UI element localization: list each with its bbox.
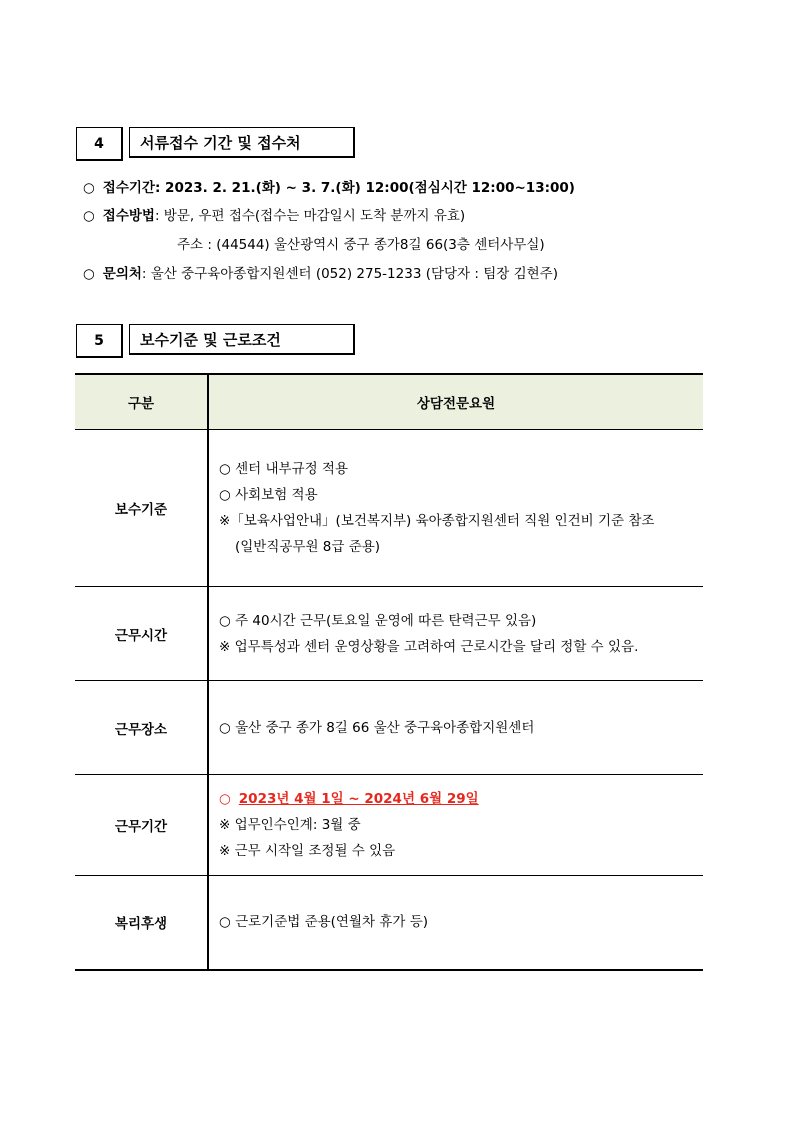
list-item: ○ 주 40시간 근무(토요일 운영에 따른 탄력근무 있음) — [219, 612, 537, 629]
period-dates: 2023년 4월 1일 ~ 2024년 6월 29일 — [238, 791, 479, 807]
conditions-table — [75, 373, 703, 971]
row-category-salary: 보수기준 — [75, 430, 208, 587]
list-item: ※ 업무인수인계: 3월 중 — [219, 817, 361, 833]
row-content-welfare — [208, 876, 703, 970]
inquiry-text: : 울산 중구육아종합지원센터 (052) 275-1233 (담당자 : 팀장 김현주) — [141, 266, 558, 282]
list-item: ※ 업무특성과 센터 운영상황을 고려하여 근로시간을 달리 정할 수 있음. — [219, 638, 639, 655]
header-content: 상담전문요원 — [208, 374, 703, 430]
address-text: 주소 : (44544) 울산광역시 중구 종가8길 66(3층 센터사무실) — [177, 237, 545, 253]
receipt-method-text: : 방문, 우편 접수(접수는 마감일시 도착 분까지 유효) — [154, 208, 466, 224]
inquiry-line — [83, 262, 558, 282]
circle-bullet: ○ — [219, 791, 231, 807]
row-content-location — [208, 681, 703, 775]
row-content-salary — [208, 430, 703, 587]
period-highlight — [219, 786, 702, 812]
receipt-period-text: : 2023. 2. 21.(화) ~ 3. 7.(화) 12:00(점심시간 12:00~13:00) — [154, 180, 575, 196]
list-item: ○ 사회보험 적용 — [219, 487, 318, 503]
table-row — [75, 876, 703, 970]
list-item: ○ 근로기준법 준용(연월차 휴가 등) — [219, 914, 429, 931]
row-category-location: 근무장소 — [75, 681, 208, 775]
table-row — [75, 775, 703, 876]
row-category-period: 근무기간 — [75, 775, 208, 876]
header-category: 구분 — [75, 374, 208, 430]
address-line — [177, 233, 545, 253]
section-5-number: 5 — [76, 324, 123, 358]
list-item: ※ 근무 시작일 조정될 수 있음 — [219, 843, 396, 859]
circle-bullet: ○ — [83, 208, 95, 224]
circle-bullet: ○ — [83, 180, 95, 196]
row-category-hours: 근무시간 — [75, 587, 208, 681]
row-content-period — [208, 775, 703, 876]
receipt-period-label: 접수기간 — [102, 180, 155, 196]
list-item: ※「보육사업안내」(보건복지부) 육아종합지원센터 직원 인건비 기준 참조 — [219, 513, 655, 529]
section-5-title: 보수기준 및 근로조건 — [129, 324, 355, 355]
list-item: (일반직공무원 8급 준용) — [235, 539, 381, 555]
section-4-number: 4 — [76, 127, 123, 161]
table-row — [75, 430, 703, 587]
section-4-header — [76, 127, 355, 160]
section-5-header — [76, 324, 355, 357]
section-4-title: 서류접수 기간 및 접수처 — [129, 127, 355, 158]
table-header-row — [75, 374, 703, 430]
row-content-hours — [208, 587, 703, 681]
table-row — [75, 587, 703, 681]
row-category-welfare: 복리후생 — [75, 876, 208, 970]
receipt-method-line — [83, 204, 465, 224]
list-item: ○ 센터 내부규정 적용 — [219, 461, 348, 477]
circle-bullet: ○ — [83, 266, 95, 282]
receipt-period-line — [83, 176, 575, 196]
receipt-method-label: 접수방법 — [102, 208, 155, 224]
inquiry-label: 문의처 — [102, 266, 142, 282]
list-item: ○ 울산 중구 종가 8길 66 울산 중구육아종합지원센터 — [219, 719, 535, 736]
table-row — [75, 681, 703, 775]
